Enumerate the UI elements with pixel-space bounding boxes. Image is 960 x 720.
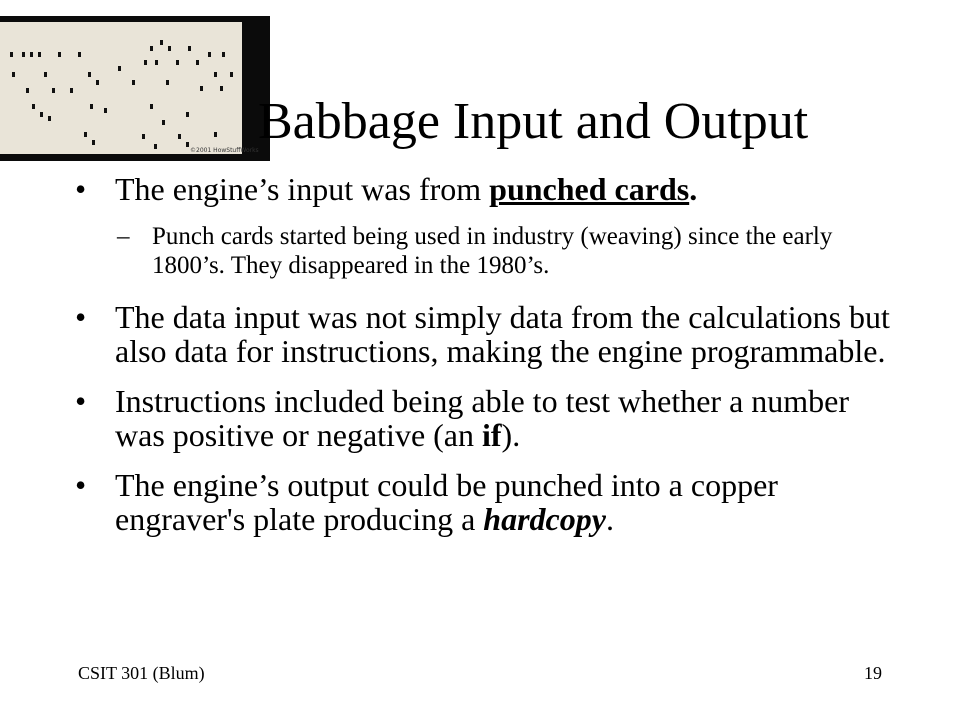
- bullet-4-text: The engine’s output could be punched into a copper engraver's plate producing a: [115, 467, 778, 537]
- bullet-3-end: ).: [501, 417, 521, 453]
- bullet-3-emphasis: if: [482, 417, 502, 453]
- slide-body: [75, 172, 895, 552]
- bullet-glyph: •: [75, 299, 87, 335]
- bullet-3-text: Instructions included being able to test whether a number was positive or negative (an: [115, 383, 850, 453]
- bullet-1: [75, 172, 895, 206]
- sub-bullet-1: [75, 222, 895, 280]
- bullet-glyph: •: [75, 383, 87, 419]
- bullet-4-emphasis: hardcopy: [483, 501, 606, 537]
- bullet-3: [75, 384, 895, 452]
- bullet-4-end: .: [605, 501, 614, 537]
- bullet-glyph: •: [75, 171, 87, 207]
- sub-bullet-glyph: –: [117, 223, 130, 250]
- sub-bullet-1-text: Punch cards started being used in industry (weaving) since the early 1800’s. They disappeared in the 1980’s.: [152, 223, 833, 279]
- bullet-glyph: •: [75, 467, 87, 503]
- bullet-1-emphasis: punched cards: [489, 171, 690, 207]
- bullet-4: [75, 468, 895, 536]
- punched-card-graphic: [0, 16, 270, 161]
- slide-title: Babbage Input and Output: [258, 93, 809, 150]
- footer-page-number: 19: [864, 663, 882, 683]
- bullet-1-end: .: [689, 171, 698, 207]
- bullet-2-text: The data input was not simply data from the calculations but also data for instructions, making the engine programmable.: [115, 299, 890, 369]
- image-caption: ©2001 HowStuffWorks: [190, 147, 259, 154]
- footer-course: CSIT 301 (Blum): [78, 663, 205, 683]
- bullet-1-text: The engine’s input was from: [115, 171, 490, 207]
- bullet-2: [75, 300, 895, 368]
- punched-card-image: [0, 16, 270, 161]
